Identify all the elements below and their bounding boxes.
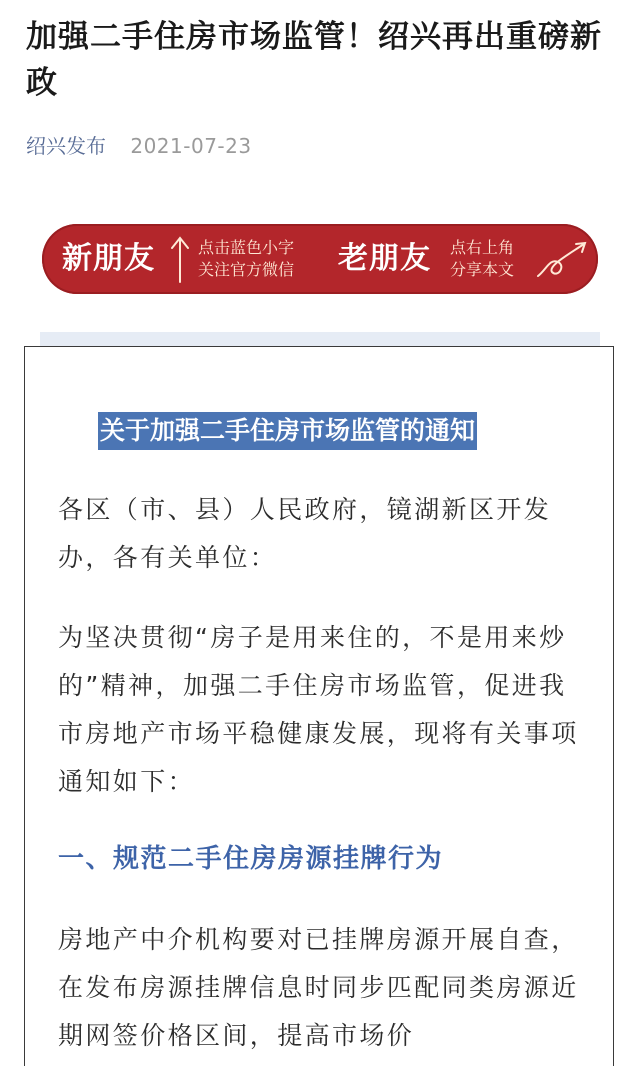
old-friend-hint-line-2: 分享本文	[450, 260, 515, 279]
article-meta	[26, 130, 252, 162]
new-friend-label: 新朋友	[62, 241, 155, 276]
article-source-link[interactable]: 绍兴发布	[26, 134, 106, 158]
new-friend-hint-line-1: 点击蓝色小字	[198, 238, 295, 257]
new-friend-hint-line-2: 关注官方微信	[198, 260, 295, 279]
old-friend-label: 老朋友	[338, 241, 431, 276]
decorative-strip	[40, 332, 600, 346]
notice-title: 关于加强二手住房市场监管的通知	[98, 412, 477, 450]
share-curved-arrow-icon	[532, 236, 592, 284]
section-1-heading: 一、规范二手住房房源挂牌行为	[58, 844, 444, 874]
notice-salutation: 各区（市、县）人民政府，镜湖新区开发办，各有关单位：	[58, 495, 552, 572]
follow-share-banner[interactable]	[42, 224, 598, 294]
section-1-body: 房地产中介机构要对已挂牌房源开展自查，在发布房源挂牌信息时同步匹配同类房源近期网签价格区间，提高市场价	[58, 925, 579, 1050]
notice-intro: 为坚决贯彻“房子是用来住的，不是用来炒的”精神，加强二手住房市场监管，促进我市房地产市场平稳健康发展，现将有关事项通知如下：	[58, 623, 579, 796]
article-date: 2021-07-23	[130, 134, 252, 158]
article-title: 加强二手住房市场监管！绍兴再出重磅新政	[26, 19, 602, 101]
arrow-up-icon	[168, 234, 192, 284]
old-friend-hint-line-1: 点右上角	[450, 238, 515, 257]
